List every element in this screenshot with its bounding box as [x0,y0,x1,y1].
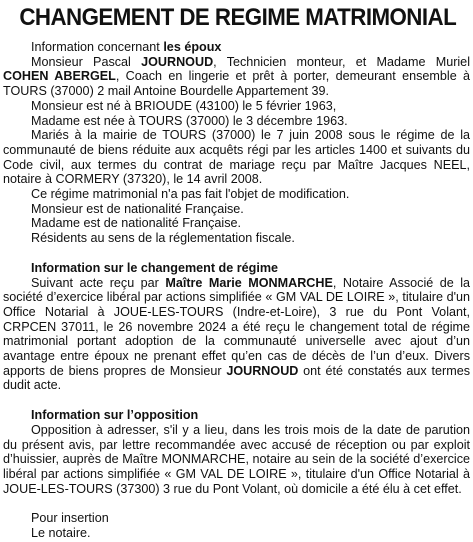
intro-line [31,40,470,55]
husband-birth: Monsieur est né à BRIOUDE (43100) le 5 février 1963, [31,98,337,113]
wife-surname: COHEN ABERGEL [3,69,116,84]
signature-line: Le notaire. [31,526,91,541]
husband-surname: JOURNOUD [141,54,214,69]
intro-bold: les époux [163,40,222,54]
opposition-heading: Information sur l’opposition [31,408,199,423]
regime-text-e: ont été constatés aux termes dudit acte. [3,363,470,393]
spouses-paragraph [3,55,470,99]
marriage-paragraph: Mariés à la mairie de TOURS (37000) le 7 juin 2008 sous le régime de la communauté de biens réduite aux acquêts régi par les articles 1400 et suivants du Code civil, aux termes du contrat de mariage reçu par Maître Jacques NEEL, notaire à CORMERY (37320), le 14 avril 2008. [3,128,470,187]
spouses-text-c: , Technicien monteur, et Madame Muriel [213,54,470,69]
regime-change-paragraph [3,276,470,394]
regime-change-heading: Information sur le changement de régime [31,260,279,275]
regime-text-c: , Notaire Associé de la société d’exercice libéral par actions simplifiée « GM VAL DE LOIRE », titulaire d'un Office Notarial à JOUE-LES-TOURS (Indre-et-Loire), 3 rue du Pont Volant, CRPCEN 37011, le 26 novembre 2024 a été reçu le changement total de régime matrimonial portant adoption de la communauté universelle avec ajout d’un avantage entre époux ne prenant effet qu’en cas de décès de l’un d’eux. Divers apports de biens propres de Monsieur [3,275,470,378]
husband-surname-2: JOURNOUD [226,363,299,378]
no-modification-line: Ce régime matrimonial n'a pas fait l'objet de modification. [31,187,350,202]
notice-title: CHANGEMENT DE REGIME MATRIMONIAL [19,4,457,31]
fiscal-residence: Résidents au sens de la réglementation fiscale. [31,231,295,246]
spouses-text-e: , Coach en lingerie et prêt à porter, demeurant ensemble à TOURS (37000) 2 mail Antoine Bourdelle Appartement 39. [3,69,470,99]
regime-text-a: Suivant acte reçu par [31,275,166,290]
husband-nationality: Monsieur est de nationalité Française. [31,201,244,216]
notary-name: Maître Marie MONMARCHE [165,275,333,290]
wife-birth: Madame est née à TOURS (37000) le 3 décembre 1963. [31,113,348,128]
spouses-text-a: Monsieur Pascal [31,54,142,69]
opposition-paragraph: Opposition à adresser, s'il y a lieu, dans les trois mois de la date de parution du présent avis, par lettre recommandée avec accusé de réception ou par exploit d’huissier, auprès de Maître MONMARCHE, notaire au sein de la société d’exercice libéral par actions simplifiée « GM VAL DE LOIRE », titulaire d'un Office Notarial à JOUE-LES-TOURS (37300) 3 rue du Pont Volant, où domicile a été élu à cet effet. [3,422,470,496]
intro-text: Information concernant [31,40,164,54]
insertion-line: Pour insertion [31,511,109,526]
wife-nationality: Madame est de nationalité Française. [31,216,242,231]
